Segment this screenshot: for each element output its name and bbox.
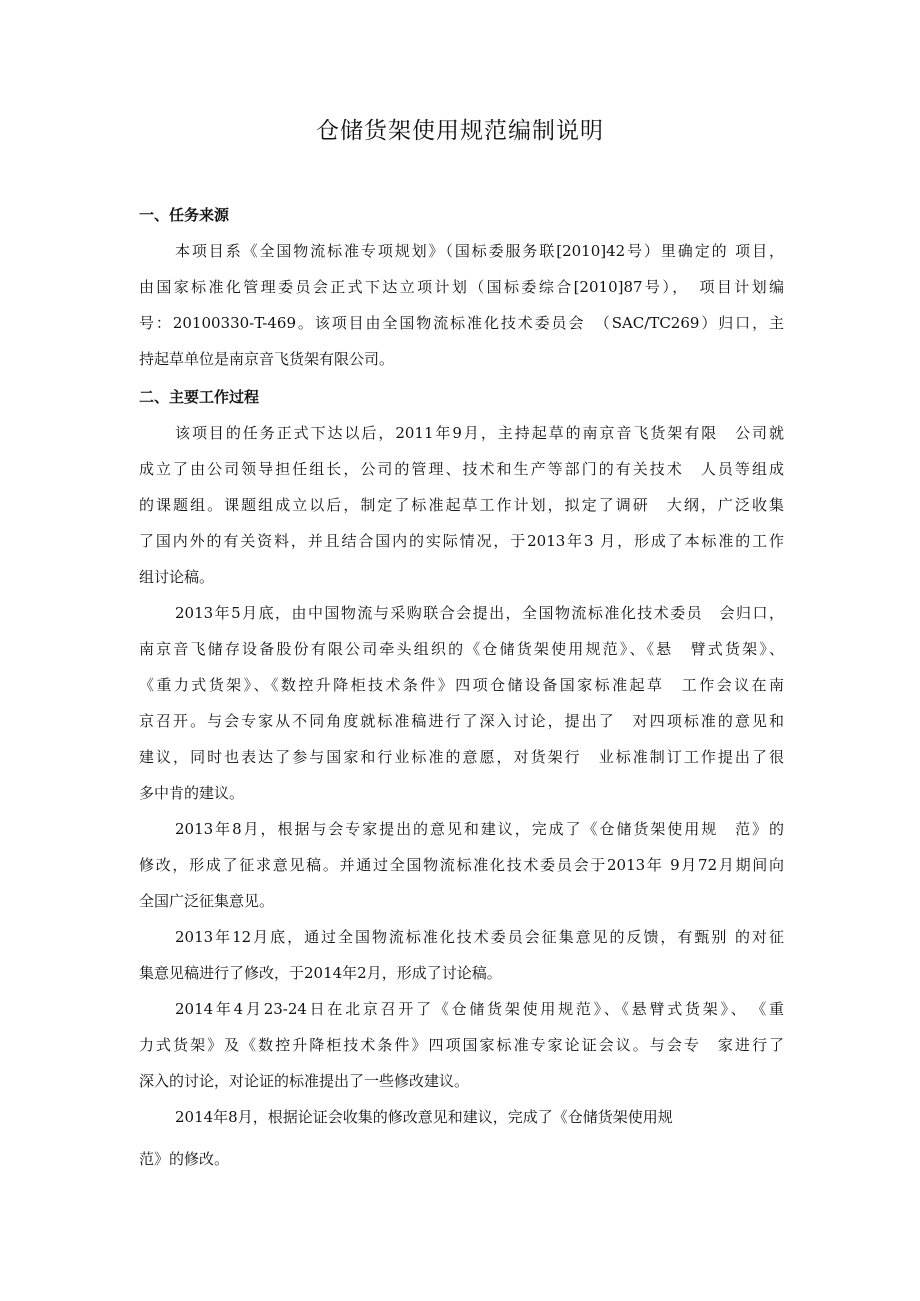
paragraph-line: 2013年8月，根据与会专家提出的意见和建议，完成了《仓储货架使用规 范》的 xyxy=(175,820,784,838)
section-heading-work-process: 二、主要工作过程 xyxy=(139,388,260,406)
paragraph-line: 该项目的任务正式下达以后，2011年9月，主持起草的南京音飞货架有限 公司就 xyxy=(175,424,784,442)
paragraph-line: 深入的讨论，对论证的标准提出了一些修改建议。 xyxy=(139,1072,470,1090)
paragraph-line: 2013年5月底，由中国物流与采购联合会提出，全国物流标准化技术委员 会归口， xyxy=(175,604,784,622)
paragraph-line: 范》的修改。 xyxy=(139,1150,230,1168)
paragraph-line: 的课题组。课题组成立以后，制定了标准起草工作计划，拟定了调研 大纲，广泛收集 xyxy=(139,496,784,514)
paragraph-line: 南京音飞储存设备股份有限公司牵头组织的《仓储货架使用规范》、《悬 臂式货架》、 xyxy=(139,640,784,658)
paragraph-line: 本项目系《全国物流标准专项规划》（国标委服务联[2010]42号）里确定的 项目， xyxy=(175,242,784,260)
paragraph-line: 京召开。与会专家从不同角度就标准稿进行了深入讨论，提出了 对四项标准的意见和 xyxy=(139,712,784,730)
paragraph-line: 多中肯的建议。 xyxy=(139,784,245,802)
paragraph-line: 修改，形成了征求意见稿。并通过全国物流标准化技术委员会于2013年 9月72月期间向 xyxy=(139,856,784,874)
paragraph-line: 《重力式货架》、《数控升降柜技术条件》四项仓储设备国家标准起草 工作会议在南 xyxy=(139,676,784,694)
paragraph-line: 集意见稿进行了修改，于2014年2月，形成了讨论稿。 xyxy=(139,964,502,982)
paragraph-line: 全国广泛征集意见。 xyxy=(139,892,275,910)
paragraph-line: 号：20100330-T-469。该项目由全国物流标准化技术委员会 （SAC/TC269）归口，主 xyxy=(139,314,784,332)
paragraph-line: 持起草单位是南京音飞货架有限公司。 xyxy=(139,350,395,368)
paragraph-line: 由国家标准化管理委员会正式下达立项计划（国标委综合[2010]87号）， 项目计划编 xyxy=(139,278,784,296)
paragraph-line: 组讨论稿。 xyxy=(139,568,215,586)
section-heading-task-source: 一、任务来源 xyxy=(139,206,230,224)
document-title: 仓储货架使用规范编制说明 xyxy=(316,118,604,144)
paragraph-line: 2013年12月底，通过全国物流标准化技术委员会征集意见的反馈，有甄别 的对征 xyxy=(175,928,784,946)
paragraph-line: 建议，同时也表达了参与国家和行业标准的意愿，对货架行 业标准制订工作提出了很 xyxy=(139,748,784,766)
paragraph-line: 2014年4月23-24日在北京召开了《仓储货架使用规范》、《悬臂式货架》、 《重 xyxy=(175,1000,784,1018)
paragraph-line: 力式货架》及《数控升降柜技术条件》四项国家标准专家论证会议。与会专 家进行了 xyxy=(139,1036,784,1054)
paragraph-line: 了国内外的有关资料，并且结合国内的实际情况，于2013年3 月，形成了本标准的工作 xyxy=(139,532,784,550)
paragraph-line: 成立了由公司领导担任组长，公司的管理、技术和生产等部门的有关技术 人员等组成 xyxy=(139,460,784,478)
paragraph-line: 2014年8月，根据论证会收集的修改意见和建议，完成了《仓储货架使用规 xyxy=(175,1108,673,1126)
